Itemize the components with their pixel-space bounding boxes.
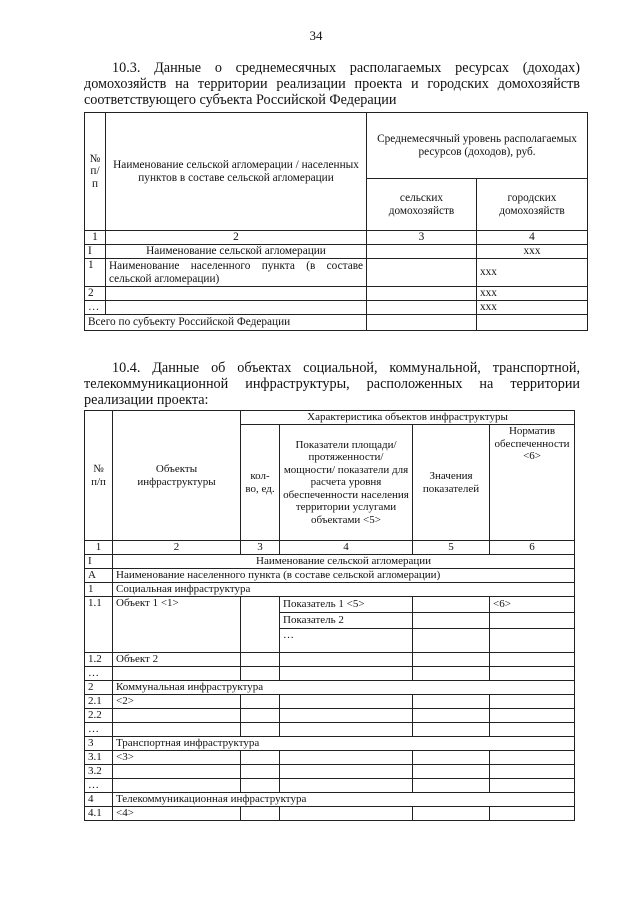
indicator: Показатель 2: [280, 613, 413, 629]
row-number: I: [85, 555, 113, 569]
row-number: 1: [85, 259, 106, 287]
table-row: [85, 301, 588, 315]
group-number: 4: [85, 793, 113, 807]
row-number: 1.2: [85, 653, 113, 667]
col-header-objects: Объекты инфраструктуры: [113, 411, 241, 541]
row-number: …: [85, 301, 106, 315]
index-cell: 2: [106, 231, 367, 245]
row-number: 2.1: [85, 695, 113, 709]
row-number: 2.2: [85, 709, 113, 723]
table-row: [85, 569, 575, 583]
table-row: [85, 287, 588, 301]
row-number: I: [85, 245, 106, 259]
urban-value: xxx: [477, 259, 588, 287]
urban-value: xxx: [477, 287, 588, 301]
table-row-total: [85, 315, 588, 331]
object-name: <3>: [113, 751, 241, 765]
section-10-3-heading: 10.3. Данные о среднемесячных располагаемых ресурсах (доходах) домохозяйств на территории реализации проекта и городских домохозяйств соответствующего субъекта Российской Федерации: [84, 60, 580, 108]
object-name: <4>: [113, 807, 241, 821]
col-header-number: № п/п: [85, 113, 106, 231]
index-cell: 3: [367, 231, 477, 245]
table-row: [85, 765, 575, 779]
total-label: Всего по субъекту Российской Федерации: [85, 315, 367, 331]
agglomeration-name: Наименование сельской агломерации: [113, 555, 575, 569]
group-row: [85, 737, 575, 751]
norm: <6>: [490, 597, 575, 613]
table-row: [85, 667, 575, 681]
table-row: [85, 709, 575, 723]
col-header-urban: городских домохозяйств: [477, 179, 588, 231]
table-row: [85, 597, 575, 613]
table-row: [85, 695, 575, 709]
page-number: 34: [309, 28, 323, 43]
table-row: [85, 751, 575, 765]
household-income-table: [84, 112, 588, 331]
urban-value: xxx: [477, 301, 588, 315]
col-header-rural: сельских домохозяйств: [367, 179, 477, 231]
index-cell: 4: [280, 541, 413, 555]
row-number: 3.1: [85, 751, 113, 765]
index-cell: 1: [85, 541, 113, 555]
index-cell: 1: [85, 231, 106, 245]
table-row: [85, 259, 588, 287]
col-header-indicators: Показатели площади/ протяженности/ мощности/ показатели для расчета уровня обеспеченности населения территории услугами объектами <5>: [280, 425, 413, 541]
object-name: Объект 2: [113, 653, 241, 667]
group-row: [85, 793, 575, 807]
index-cell: 6: [490, 541, 575, 555]
table-row: [85, 807, 575, 821]
group-number: 1: [85, 583, 113, 597]
settlement-name: Наименование населенного пункта (в составе сельской агломерации): [113, 569, 575, 583]
group-row: [85, 681, 575, 695]
row-name: Наименование населенного пункта (в составе сельской агломерации): [106, 259, 367, 287]
col-header-name: Наименование сельской агломерации / населенных пунктов в составе сельской агломерации: [106, 113, 367, 231]
col-header-characteristics: Характеристика объектов инфраструктуры: [241, 411, 575, 425]
group-number: 3: [85, 737, 113, 751]
table-row: [85, 555, 575, 569]
section-10-4-heading: 10.4. Данные об объектах социальной, коммунальной, транспортной, телекоммуникационной инфраструктуры, расположенных на территории реализации проекта:: [84, 360, 580, 408]
table-row: [85, 245, 588, 259]
group-title: Социальная инфраструктура: [113, 583, 575, 597]
indicator: …: [280, 629, 413, 653]
table-row: [85, 653, 575, 667]
index-cell: 3: [241, 541, 280, 555]
col-header-quantity: кол-во, ед.: [241, 425, 280, 541]
group-row: [85, 583, 575, 597]
object-name: <2>: [113, 695, 241, 709]
row-number: …: [85, 667, 113, 681]
row-number: …: [85, 723, 113, 737]
col-header-income-level: Среднемесячный уровень располагаемых ресурсов (доходов), руб.: [367, 113, 588, 179]
index-cell: 2: [113, 541, 241, 555]
table-row: [85, 723, 575, 737]
group-number: 2: [85, 681, 113, 695]
col-header-norm: Норматив обеспеченности <6>: [490, 425, 575, 541]
row-number: 2: [85, 287, 106, 301]
urban-value: xxx: [477, 245, 588, 259]
col-header-values: Значения показателей: [413, 425, 490, 541]
index-cell: 5: [413, 541, 490, 555]
table-row: [85, 779, 575, 793]
row-name: Наименование сельской агломерации: [106, 245, 367, 259]
index-cell: 4: [477, 231, 588, 245]
group-title: Телекоммуникационная инфраструктура: [113, 793, 575, 807]
infrastructure-table: [84, 410, 575, 821]
row-number: 3.2: [85, 765, 113, 779]
col-header-number: № п/п: [85, 411, 113, 541]
row-number: …: [85, 779, 113, 793]
object-name: Объект 1 <1>: [113, 597, 241, 653]
group-title: Коммунальная инфраструктура: [113, 681, 575, 695]
indicator: Показатель 1 <5>: [280, 597, 413, 613]
row-number: 1.1: [85, 597, 113, 653]
group-title: Транспортная инфраструктура: [113, 737, 575, 751]
row-number: 4.1: [85, 807, 113, 821]
row-number: A: [85, 569, 113, 583]
